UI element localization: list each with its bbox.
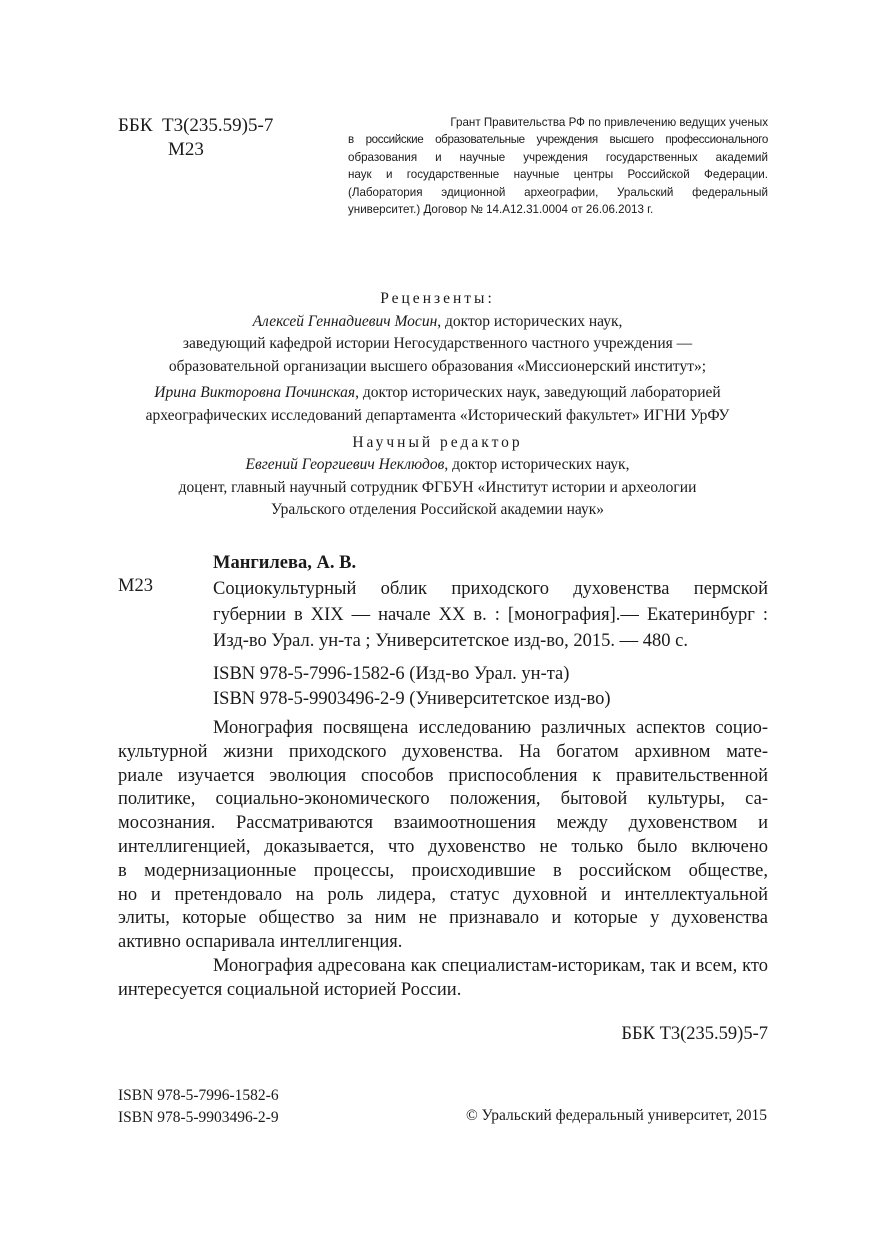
abstract-line: в модернизационные процессы, происходившие в российском обществе, [118, 860, 768, 881]
grant-line: (Лаборатория эдиционной археографии, Уральский федеральный [348, 185, 768, 199]
abstract-line: Монография адресована как специалистам-историкам, так и всем, кто [213, 955, 768, 976]
grant-line: Грант Правительства РФ по привлечению ведущих ученых [450, 116, 768, 129]
footer-isbn: ISBN 978-5-7996-1582-6 [118, 1087, 279, 1104]
grant-line: в российские образовательные учреждения высшего профессионального [348, 133, 768, 147]
reviewer-1 [100, 311, 775, 334]
abstract-line: Монография посвящена исследованию различных аспектов социо- [213, 718, 768, 738]
abstract-line: активно оспаривала интеллигенция. [118, 932, 403, 953]
isbn-line: ISBN 978-5-7996-1582-6 (Изд-во Урал. ун-та) [213, 664, 570, 684]
footer-isbn-list [118, 1085, 279, 1129]
grant-note [348, 114, 768, 218]
abstract [118, 717, 768, 1003]
reviewer-2-name: Ирина Викторовна Починская [154, 384, 356, 402]
abstract-line: мосознания. Рассматриваются взаимоотношения между духовенством и [118, 813, 768, 834]
title-line: Социокультурный облик приходского духовенства пермской [213, 579, 768, 599]
editor-line2: доцент, главный научный сотрудник ФГБУН «Институт истории и археологии [178, 478, 697, 496]
abstract-line: риале изучается эволюция способов приспособления к правительственной [118, 765, 768, 786]
reviewer-1-name: Алексей Геннадиевич Мосин [252, 312, 438, 330]
author-heading: Мангилева, А. В. [213, 553, 357, 573]
abstract-line: элиты, которые общество за ним не признавало и которые у духовенства [118, 908, 768, 929]
reviewer-2 [100, 382, 775, 405]
abstract-line: культурной жизни приходского духовенства. На богатом архивном мате- [118, 741, 768, 762]
bbk-header [118, 114, 273, 162]
abstract-line: но и претендовало на роль лидера, статус духовной и интеллектуальной [118, 884, 768, 905]
editor-heading: Научный редактор [352, 433, 523, 451]
title-line: Изд-во Урал. ун-та ; Университетское изд-во, 2015. — 480 с. [213, 631, 688, 651]
abstract-line: интересуется социальной историей России. [118, 979, 462, 1000]
grant-line: образования и научные учреждения государственных академий [348, 150, 768, 164]
grant-line: наук и государственные научные центры Российской Федерации. [348, 168, 768, 182]
footer-isbn: ISBN 978-5-9903496-2-9 [118, 1109, 279, 1126]
bbk-footer: ББК Т3(235.59)5-7 [621, 1024, 768, 1044]
title-line: губернии в XIX — начале XX в. : [монография].— Екатеринбург : [213, 605, 768, 625]
bbk-code: ББК Т3(235.59)5-7 [118, 115, 274, 136]
reviewer-1-title: , доктор исторических наук, [437, 312, 623, 330]
author-mark: М23 [168, 139, 204, 160]
editor-line3: Уральского отделения Российской академии наук» [270, 501, 604, 519]
isbn-line: ISBN 978-5-9903496-2-9 (Университетское изд-во) [213, 689, 611, 709]
reviewer-1-line2: заведующий кафедрой истории Негосударственного частного учреждения — [182, 335, 693, 353]
reviewers-heading: Рецензенты: [380, 290, 495, 307]
copyright: © Уральский федеральный университет, 2015 [465, 1107, 767, 1124]
editor-title: , доктор исторических наук, [444, 456, 630, 474]
isbn-list [213, 662, 611, 712]
grant-line: университет.) Договор № 14.А12.31.0004 от 26.06.2013 г. [348, 203, 654, 217]
editor-name: Евгений Георгиевич Неклюдов [245, 456, 445, 474]
abstract-line: политике, социально-экономического положения, бытовой культуры, са- [118, 789, 768, 810]
editor [100, 454, 775, 477]
reviewer-1-line3: образовательной организации высшего образования «Миссионерский институт»; [168, 357, 707, 375]
reviewer-2-line2: археографических исследований департамента «Исторический факультет» ИГНИ УрФУ [145, 406, 730, 424]
abstract-line: интеллигенцией, доказывается, что духовенство не только было включено [118, 836, 768, 857]
reviewers-section [100, 288, 775, 522]
catalog-code: М23 [118, 576, 153, 596]
reviewer-2-title: , доктор исторических наук, заведующий лабораторией [355, 384, 721, 402]
bibliographic-title [213, 576, 768, 654]
